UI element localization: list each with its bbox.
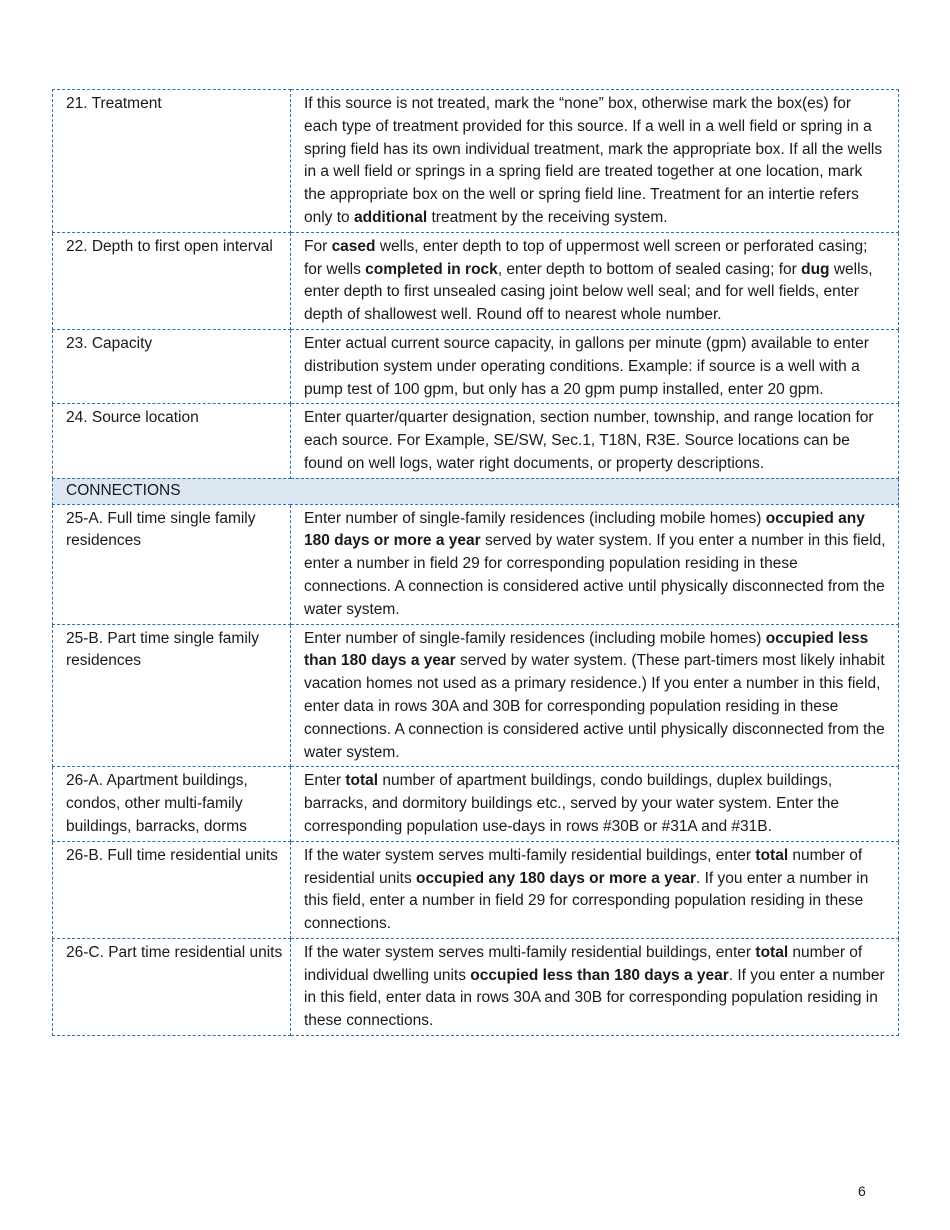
description-text: served by water system. (These part-timers most likely inhabit vacation homes not used as a primary residence.) If you enter a number in this field, enter data in rows 30A and 30B for corresponding population residing in these connections. A connection is considered active until physically disconnected from the water system. (304, 652, 885, 761)
section-title: CONNECTIONS (53, 478, 899, 504)
description-text: Enter quarter/quarter designation, section number, township, and range location for each source. For Example, SE/SW, Sec.1, T18N, R3E. Source locations can be found on well logs, water right documents, or property descriptions. (304, 409, 874, 472)
table-row (53, 841, 899, 938)
table-row (53, 938, 899, 1035)
table-row (53, 90, 899, 233)
description-text: For (304, 237, 332, 255)
field-description-cell (291, 90, 899, 233)
field-name-cell: 26-C. Part time residential units (53, 938, 291, 1035)
field-description-cell (291, 938, 899, 1035)
field-name-cell: 26-B. Full time residential units (53, 841, 291, 938)
field-name-cell: 21. Treatment (53, 90, 291, 233)
emphasized-text: completed in rock (365, 260, 498, 278)
page-number: 6 (858, 1183, 866, 1199)
field-name-cell: 25-A. Full time single family residences (53, 504, 291, 624)
section-header-row (53, 478, 899, 504)
field-name-cell: 23. Capacity (53, 329, 291, 403)
description-text: Enter (304, 772, 346, 790)
table-row (53, 767, 899, 841)
instructions-table (52, 89, 899, 1036)
description-text: number of residential units (304, 846, 863, 887)
field-description-cell (291, 504, 899, 624)
emphasized-text: occupied less than 180 days a year (304, 629, 869, 670)
description-text: , enter depth to bottom of sealed casing; for (497, 260, 802, 278)
field-name-cell: 26-A. Apartment buildings, condos, other multi-family buildings, barracks, dorms (53, 767, 291, 841)
description-text: treatment by the receiving system. (427, 208, 668, 226)
description-text: Enter actual current source capacity, in gallons per minute (gpm) available to enter distribution system under operating conditions. Example: if source is a well with a pump test of 100 gpm, but only has a 20 gpm pump installed, enter 20 gpm. (304, 334, 869, 398)
table-row (53, 404, 899, 478)
table-row (53, 624, 899, 767)
field-description-cell (291, 624, 899, 767)
field-name-cell: 22. Depth to first open interval (53, 232, 291, 329)
description-text: served by water system. If you enter a number in this field, enter a number in field 29 for corresponding population residing in these connections. A connection is considered active until physically disconnected from the water system. (304, 532, 886, 618)
description-text: Enter number of single-family residences (including mobile homes) (304, 629, 766, 647)
description-text: wells, enter depth to top of uppermost well screen or perforated casing; for wells (304, 237, 868, 278)
emphasized-text: total (755, 846, 789, 864)
table-body (53, 90, 899, 1036)
description-text: number of apartment buildings, condo buildings, duplex buildings, barracks, and dormitory buildings etc., served by your water system. Enter the corresponding population use-days in rows #30B or #31A and #31B. (304, 772, 839, 835)
field-description-cell (291, 232, 899, 329)
table-row (53, 232, 899, 329)
emphasized-text: dug (801, 260, 830, 278)
description-text: Enter number of single-family residences (including mobile homes) (304, 509, 766, 527)
description-text: If this source is not treated, mark the “none” box, otherwise mark the box(es) for each type of treatment provided for this source. If a well in a well field or spring in a spring field has its own individual treatment, mark the appropriate box. If all the wells in a well field or springs in a spring field are treated together at one location, mark the appropriate box on the well or spring field line. Treatment for an intertie refers only to (304, 95, 883, 226)
description-text: . If you enter a number in this field, enter data in rows 30A and 30B for corresponding population residing in these connections. (304, 966, 885, 1030)
description-text: wells, enter depth to first unsealed casing joint below well seal; and for well fields, enter depth of shallowest well. Round off to nearest whole number. (304, 260, 873, 324)
description-text: . If you enter a number in this field, enter a number in field 29 for corresponding population residing in these connections. (304, 869, 869, 933)
field-description-cell (291, 767, 899, 841)
emphasized-text: additional (353, 208, 428, 226)
description-text: If the water system serves multi-family residential buildings, enter (304, 846, 756, 864)
field-description-cell (291, 841, 899, 938)
emphasized-text: occupied any 180 days or more a year (416, 869, 697, 887)
table-row (53, 504, 899, 624)
field-description-cell (291, 329, 899, 403)
description-text: number of individual dwelling units (304, 943, 863, 984)
emphasized-text: total (345, 772, 379, 790)
field-name-cell: 24. Source location (53, 404, 291, 478)
description-text: If the water system serves multi-family residential buildings, enter (304, 943, 756, 961)
emphasized-text: total (755, 943, 789, 961)
emphasized-text: occupied any 180 days or more a year (304, 509, 865, 550)
emphasized-text: occupied less than 180 days a year (470, 966, 729, 984)
field-description-cell (291, 404, 899, 478)
field-name-cell: 25-B. Part time single family residences (53, 624, 291, 767)
table-row (53, 329, 899, 403)
emphasized-text: cased (331, 237, 376, 255)
